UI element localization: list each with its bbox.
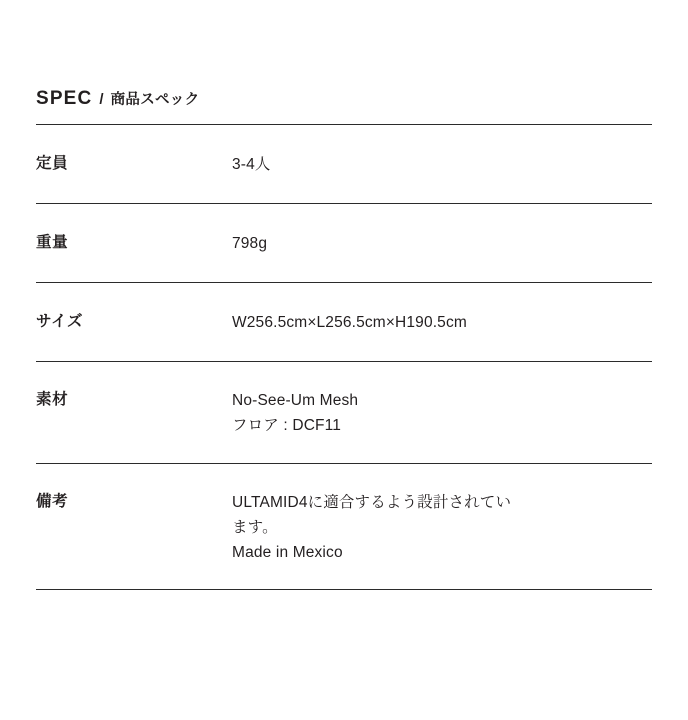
spec-value-line: No-See-Um Mesh <box>232 392 359 410</box>
spec-value-size <box>232 283 652 362</box>
spec-value-line: Made in Mexico <box>232 543 343 561</box>
table-row <box>36 463 652 589</box>
spec-value-weight <box>232 204 652 283</box>
table-row <box>36 362 652 463</box>
spec-label-material: 素材 <box>36 391 69 409</box>
spec-label-notes: 備考 <box>36 492 69 510</box>
spec-value-capacity <box>232 125 652 204</box>
spec-value-notes <box>232 463 652 589</box>
spec-heading <box>36 0 652 124</box>
spec-value-line: W256.5cm×L256.5cm×H190.5cm <box>232 314 467 332</box>
table-row <box>36 125 652 204</box>
spec-value-line: 3-4人 <box>232 156 271 173</box>
spec-value-line: ます。 <box>232 518 278 536</box>
spec-heading-en: SPEC <box>36 88 93 109</box>
spec-label-size: サイズ <box>36 313 84 331</box>
spec-value-material <box>232 362 652 463</box>
spec-table <box>36 125 652 590</box>
spec-heading-ja: 商品スペック <box>110 92 200 108</box>
table-row <box>36 283 652 362</box>
spec-label-weight: 重量 <box>36 234 69 252</box>
table-row <box>36 204 652 283</box>
spec-value-line: フロア : DCF11 <box>232 417 342 435</box>
spec-value-line: 798g <box>232 235 268 253</box>
spec-heading-separator: / <box>99 91 104 108</box>
spec-table-body <box>36 125 652 589</box>
spec-value-line: ULTAMID4に適合するよう設計されてい <box>232 493 512 511</box>
spec-label-capacity: 定員 <box>36 155 69 172</box>
